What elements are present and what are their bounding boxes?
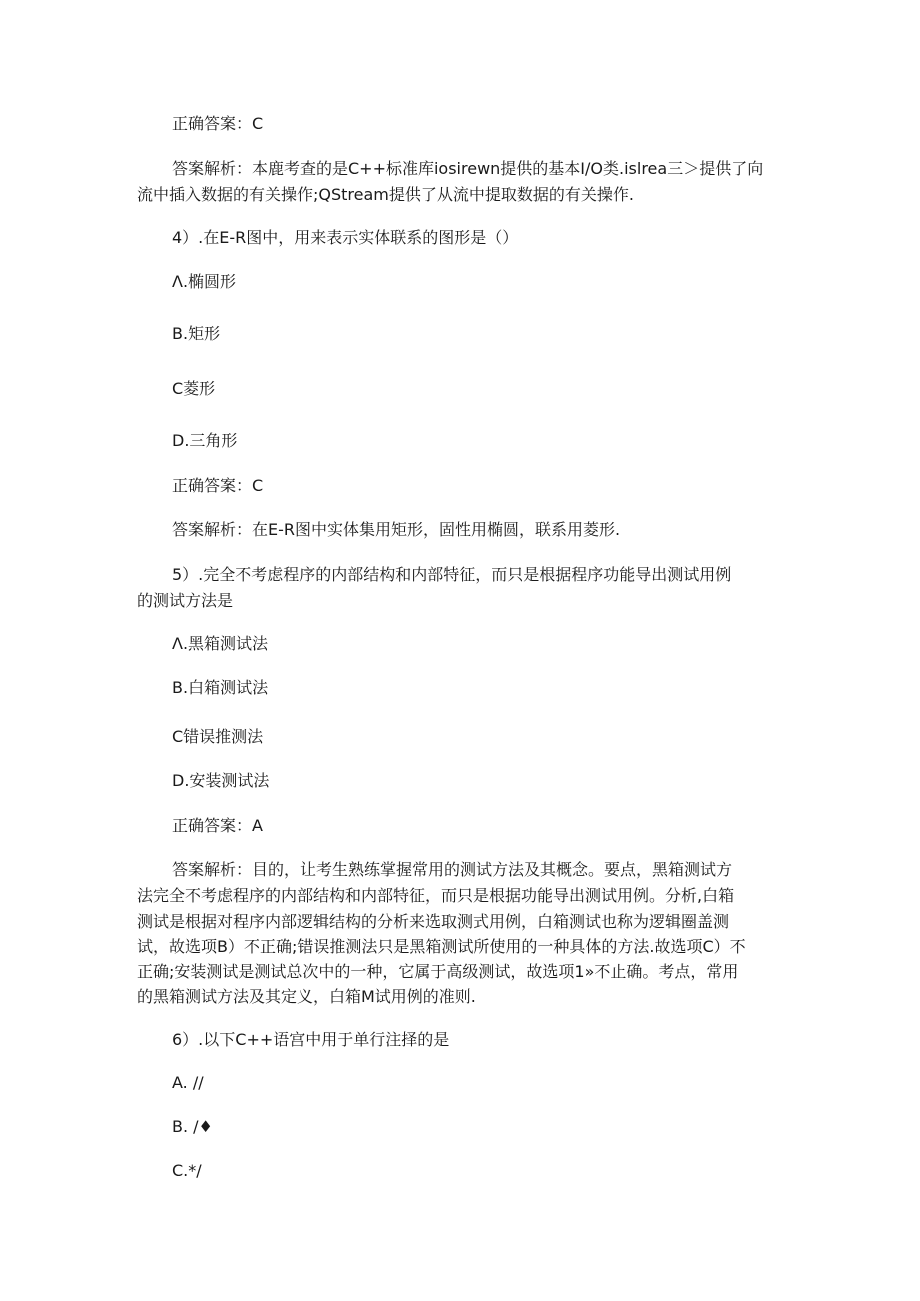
q5-question-line-2: 的测试方法是 [137,591,234,610]
q5-analysis-line-5: 正确;安装测试是测试总次中的一种，它属于高级测试，故选项1»不止确。考点，常用 [137,962,739,981]
q6-question: 6）.以下C++语宫中用于单行注择的是 [172,1030,450,1049]
q4-answer: 正确答案：C [172,476,264,495]
q3-analysis-line-1: 答案解析：本鹿考查的是C++标准库iosirewn提供的基本I/O类.islrea三＞提供了向 [172,159,764,178]
q5-option-c: C错误推测法 [172,727,264,746]
q3-analysis-line-2: 流中插入数据的有关操作;QStream提供了从流中提取数据的有关操作. [137,185,634,204]
q4-question: 4）.在E-R图中，用来表示实体联系的图形是（） [172,228,519,247]
q5-question-line-1: 5）.完全不考虑程序的内部结构和内部特征，而只是根据程序功能导出测试用例 [172,565,732,584]
q4-analysis: 答案解析：在E-R图中实体集用矩形，固性用椭圆，联系用菱形. [172,520,621,539]
q6-option-b: B. /♦ [172,1117,213,1136]
q5-option-b: B.白箱测试法 [172,678,269,697]
q4-option-c: C菱形 [172,379,216,398]
q6-option-a: A. // [172,1073,204,1092]
q4-option-b: B.矩形 [172,324,221,343]
q5-analysis-line-4: 试，故选项B）不正确;错误推测法只是黑箱测试所使用的一种具体的方法.故选项C）不 [137,937,746,956]
q3-answer: 正确答案：C [172,114,264,133]
q4-option-d: D.三角形 [172,431,238,450]
q4-option-a: Λ.椭圆形 [172,272,237,291]
q5-answer: 正确答案：A [172,816,263,835]
q5-analysis-line-3: 测试是根据对程序内部逻辑结构的分析来选取测式用例，白箱测试也称为逻辑圈盖测 [137,912,730,931]
q5-option-a: Λ.黑箱测试法 [172,634,269,653]
q5-analysis-line-2: 法完全不考虑程序的内部结构和内部特征，而只是根据功能导出测试用例。分析,白箱 [137,886,735,905]
q6-option-c: C.*/ [172,1161,202,1180]
q5-analysis-line-1: 答案解析：目的，让考生熟练掌握常用的测试方法及其概念。要点，黑箱测试方 [172,860,733,879]
q5-option-d: D.安装测试法 [172,771,270,790]
q5-analysis-line-6: 的黑箱测试方法及其定义，白箱M试用例的准则. [137,987,476,1006]
